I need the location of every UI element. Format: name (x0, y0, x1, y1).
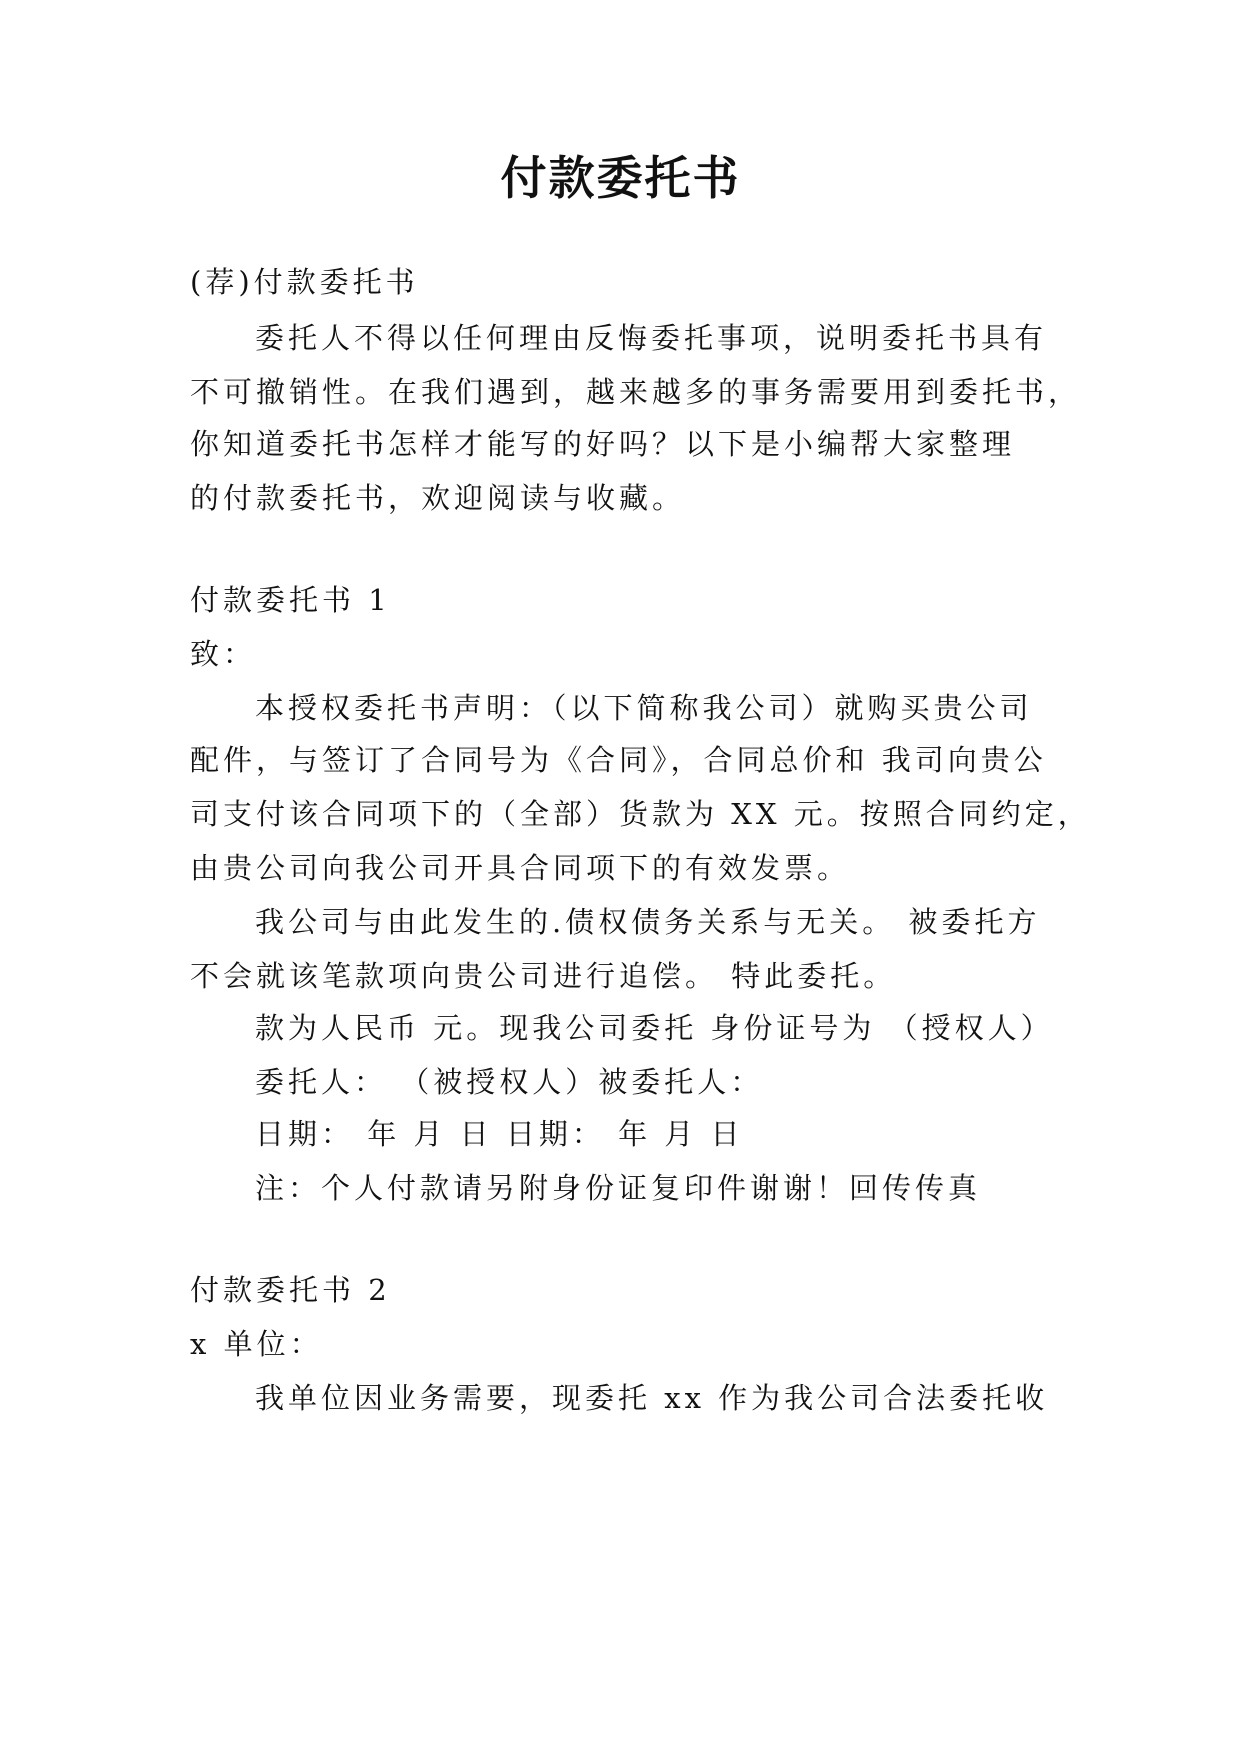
section1-line-3: 司支付该合同项下的（全部）货款为 XX 元。按照合同约定， (190, 797, 1091, 831)
section1-heading: 付款委托书 1 (190, 583, 391, 617)
section1-line-6: 不会就该笔款项向贵公司进行追偿。 特此委托。 (190, 959, 897, 993)
section1-salutation: 致： (190, 637, 257, 671)
section1-line-7: 款为人民币 元。现我公司委托 身份证号为 （授权人） (255, 1011, 1054, 1045)
section1-line-5: 我公司与由此发生的.债权债务关系与无关。 被委托方 (255, 905, 1041, 939)
section1-line-8: 委托人： （被授权人）被委托人： (255, 1065, 764, 1099)
section1-line-1: 本授权委托书声明：（以下简称我公司）就购买贵公司 (255, 691, 1033, 725)
document-title: 付款委托书 (500, 151, 741, 205)
intro-heading: (荐)付款委托书 (190, 265, 419, 299)
section1-line-2: 配件，与签订了合同号为《合同》，合同总价和 我司向贵公 (190, 743, 1047, 777)
intro-line-2: 不可撤销性。在我们遇到，越来越多的事务需要用到委托书， (190, 375, 1082, 409)
section1-line-4: 由贵公司向我公司开具合同项下的有效发票。 (190, 851, 851, 885)
intro-line-3: 你知道委托书怎样才能写的好吗？以下是小编帮大家整理 (190, 427, 1016, 461)
section2-line-1: 我单位因业务需要，现委托 xx 作为我公司合法委托收 (255, 1381, 1049, 1415)
intro-line-1: 委托人不得以任何理由反悔委托事项，说明委托书具有 (255, 321, 1048, 355)
section1-line-10: 注：个人付款请另附身份证复印件谢谢！回传传真 (255, 1171, 982, 1205)
section2-heading: 付款委托书 2 (190, 1273, 391, 1307)
section2-salutation: x 单位： (190, 1327, 323, 1361)
intro-line-4: 的付款委托书，欢迎阅读与收藏。 (190, 481, 686, 515)
section1-line-9: 日期： 年 月 日 日期： 年 月 日 (255, 1117, 744, 1151)
